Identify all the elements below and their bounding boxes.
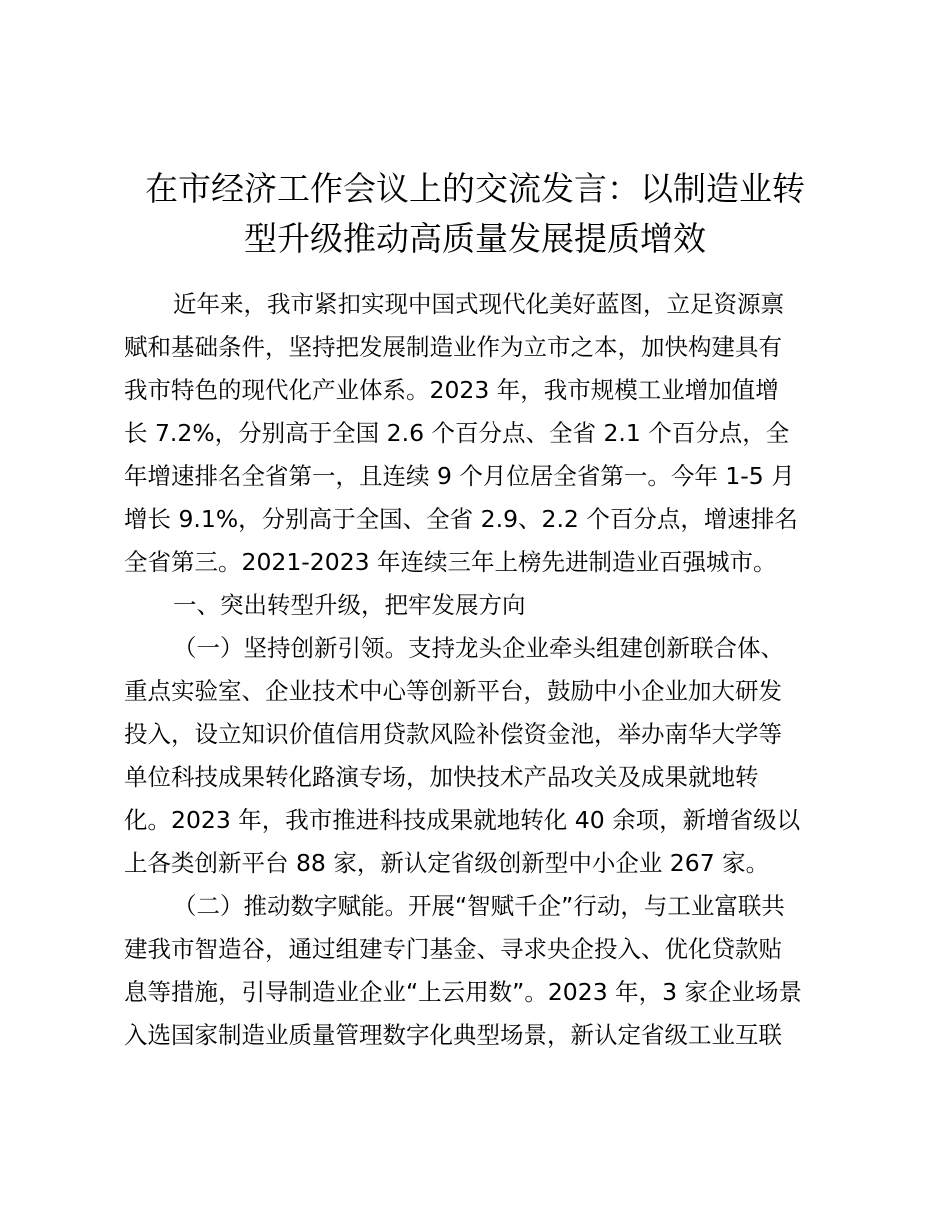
- page-title: [110, 164, 840, 264]
- text-line: 年增速排名全省第一，且连续 9 个月位居全省第一。今年 1-5 月: [124, 462, 795, 490]
- text-line: 重点实验室、企业技术中心等创新平台，鼓励中小企业加大研发: [124, 677, 782, 705]
- text-line: 入选国家制造业质量管理数字化典型场景，新认定省级工业互联: [124, 1021, 782, 1049]
- paragraph-intro: [124, 283, 844, 584]
- text-line: 建我市智造谷，通过组建专门基金、寻求央企投入、优化贷款贴: [124, 935, 782, 963]
- text-line: 我市特色的现代化产业体系。2023 年，我市规模工业增加值增: [124, 376, 779, 404]
- paragraph-digital: [124, 885, 844, 1057]
- text-line: 投入，设立知识价值信用贷款风险补偿资金池，举办南华大学等: [124, 720, 782, 748]
- text-line: 全省第三。2021-2023 年连续三年上榜先进制造业百强城市。: [124, 548, 777, 576]
- paragraph-innovation: [124, 627, 844, 885]
- title-line: 型升级推动高质量发展提质增效: [244, 219, 706, 258]
- text-line: 近年来，我市紧扣实现中国式现代化美好蓝图，立足资源禀: [173, 290, 784, 318]
- document-body: [124, 283, 844, 1057]
- text-line: 单位科技成果转化路演专场，加快技术产品攻关及成果就地转: [124, 763, 759, 791]
- title-line: 在市经济工作会议上的交流发言：以制造业转: [145, 169, 805, 208]
- section-heading: [124, 584, 844, 627]
- text-line: 化。2023 年，我市推进科技成果就地转化 40 余项，新增省级以: [124, 806, 801, 834]
- text-line: 赋和基础条件，坚持把发展制造业作为立市之本，加快构建具有: [124, 333, 782, 361]
- text-line: 增长 9.1%，分别高于全国、全省 2.9、2.2 个百分点，增速排名: [124, 505, 798, 533]
- text-line: （二）推动数字赋能。开展“智赋千企”行动，与工业富联共: [173, 892, 785, 920]
- text-line: 上各类创新平台 88 家，新认定省级创新型中小企业 267 家。: [124, 849, 770, 877]
- text-line: 一、突出转型升级，把牢发展方向: [173, 591, 526, 619]
- text-line: 长 7.2%，分别高于全国 2.6 个百分点、全省 2.1 个百分点，全: [124, 419, 790, 447]
- text-line: （一）坚持创新引领。支持龙头企业牵头组建创新联合体、: [173, 634, 784, 662]
- text-line: 息等措施，引导制造业企业“上云用数”。2023 年，3 家企业场景: [124, 978, 803, 1006]
